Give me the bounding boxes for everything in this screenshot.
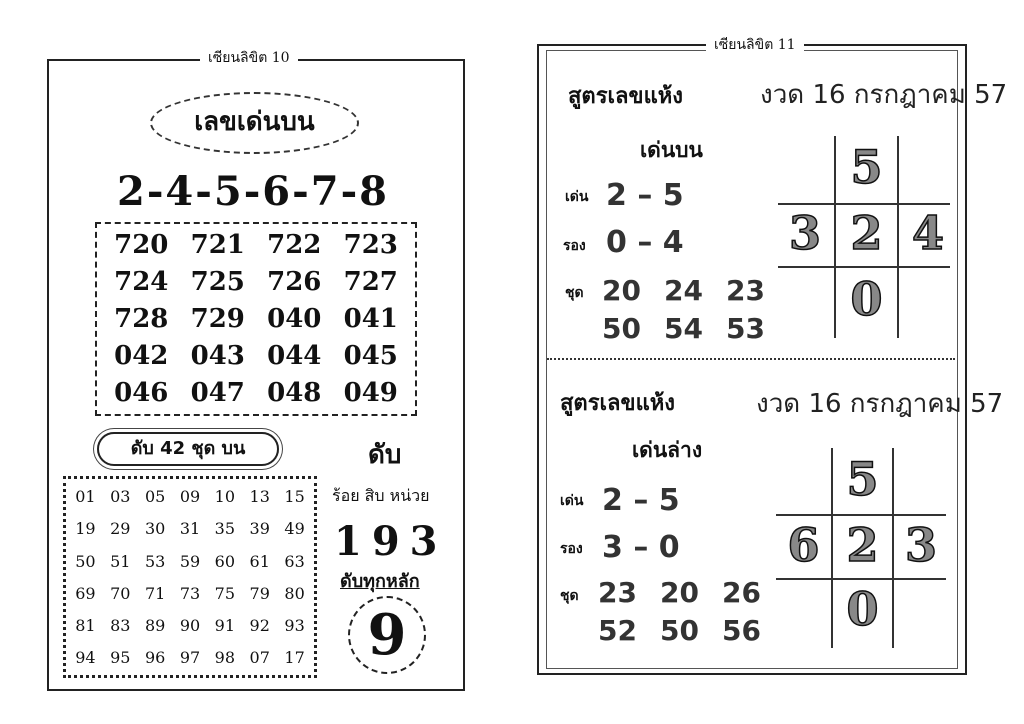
sets-label: ชุด [560,588,579,604]
small-grid-number: 71 [144,583,166,603]
cross-grid-line [776,514,946,516]
small-grid-number: 09 [179,487,201,506]
grid-number: 727 [343,267,398,297]
small-grid-number: 69 [75,583,96,603]
second-value: 0 – 4 [606,225,684,260]
cross-left-digit: 3 [788,206,821,260]
formula-title: สูตรเลขแห้ง [560,391,675,416]
grid-number: 040 [267,304,322,334]
cross-top-digit: 5 [846,452,879,506]
small-grid-number: 70 [110,583,131,603]
set-number: 23 [726,274,765,307]
sets-label: ชุด [565,285,584,301]
small-grid-number: 89 [144,616,166,636]
small-grid-number: 53 [144,551,166,571]
lead-label: เด่น [565,189,589,205]
formula-title: สูตรเลขแห้ง [568,84,683,109]
cross-top-digit: 5 [850,140,883,194]
small-grid-number: 73 [179,583,201,603]
set-number: 20 [602,274,641,307]
grid-number: 724 [114,267,169,297]
small-grid-number: 59 [179,551,201,571]
lead-value: 2 – 5 [606,178,684,213]
cross-left-digit: 6 [787,518,820,572]
small-grid-number: 13 [249,487,270,506]
second-label: รอง [563,238,586,254]
small-grid-number: 60 [214,551,236,571]
set-number: 20 [660,576,699,609]
dead-all-digit: 9 [367,602,407,668]
small-grid-number: 51 [110,551,131,571]
small-grid-number: 79 [249,583,270,603]
set-number: 23 [598,576,637,609]
dead-columns-label: ร้อย สิบ หน่วย [332,486,430,505]
grid-number: 723 [343,230,398,260]
dead-all-label: ดับทุกหลัก [340,571,420,592]
draw-date: งวด 16 กรกฎาคม 57 [760,80,1008,110]
digit-sequence: 2-4-5-6-7-8 [117,168,389,215]
cross-right-digit: 4 [911,206,944,260]
small-grid-number: 49 [284,519,305,539]
small-grid-number: 50 [75,551,96,571]
set-number: 56 [722,614,761,647]
second-label: รอง [560,541,583,557]
small-grid-number: 96 [144,648,166,668]
small-grid-number: 35 [214,519,236,539]
cross-right-digit: 3 [904,518,937,572]
lead-label: เด่น [560,493,584,509]
set-number: 24 [664,274,703,307]
grid-number: 044 [267,341,322,371]
set-number: 50 [660,614,699,647]
grid-number: 720 [114,230,169,260]
small-grid-number: 07 [249,648,270,668]
small-grid-number: 92 [249,616,270,636]
small-number-grid [66,479,314,675]
section-separator [547,358,955,360]
cross-bottom-digit: 0 [850,272,883,326]
small-grid-number: 31 [179,519,201,539]
small-grid-number: 01 [75,487,96,506]
small-grid-number: 10 [214,487,236,506]
grid-number: 721 [190,230,245,260]
small-grid-number: 83 [110,616,131,636]
small-grid-number: 91 [214,616,236,636]
small-grid-number: 81 [75,616,96,636]
left-page-title: เซียนลิขิต 10 [200,47,298,69]
sets-row-1 [598,576,784,609]
section-subtitle: เด่นบน [640,138,703,162]
small-number-box [63,476,317,678]
main-title-oval [150,92,359,154]
small-grid-number: 29 [110,519,131,539]
small-grid-number: 93 [284,616,305,636]
small-grid-number: 39 [249,519,270,539]
cross-grid-line [778,203,950,205]
small-grid-number: 97 [179,648,201,668]
small-grid-number: 94 [75,648,96,668]
set-number: 26 [722,576,761,609]
small-grid-number: 90 [179,616,201,636]
small-grid-number: 75 [214,583,236,603]
section-subtitle: เด่นล่าง [632,438,703,462]
grid-number: 049 [343,378,398,408]
dead-sets-label: ดับ 42 ชุด บน [130,438,246,459]
grid-number: 726 [267,267,322,297]
dead-all-circle [348,596,426,674]
small-grid-number: 03 [110,487,131,506]
small-grid-number: 61 [249,551,270,571]
small-grid-number: 95 [110,648,131,668]
cross-bottom-digit: 0 [846,582,879,636]
set-number: 54 [664,312,703,345]
small-grid-number: 19 [75,519,96,539]
dead-number: 193 [334,518,448,565]
lead-value: 2 – 5 [602,483,680,518]
number-grid-box [95,222,417,416]
set-number: 50 [602,312,641,345]
grid-number: 725 [190,267,245,297]
grid-number: 728 [114,304,169,334]
cross-center-digit: 2 [846,518,879,572]
cross-grid-line [778,266,950,268]
grid-number: 047 [190,378,245,408]
sets-row-2 [598,614,784,647]
draw-date: งวด 16 กรกฎาคม 57 [756,389,1004,419]
grid-number: 042 [114,341,169,371]
small-grid-number: 17 [284,648,305,668]
right-page-title: เซียนลิขิต 11 [706,34,804,56]
number-grid [97,224,415,412]
sets-row-1 [602,274,788,307]
grid-number: 041 [343,304,398,334]
small-grid-number: 98 [214,648,236,668]
main-title: เลขเด่นบน [194,107,315,137]
grid-number: 729 [190,304,245,334]
grid-number: 045 [343,341,398,371]
grid-number: 043 [190,341,245,371]
grid-number: 722 [267,230,322,260]
sets-row-2 [602,312,788,345]
small-grid-number: 05 [144,487,166,506]
cross-grid-line [776,578,946,580]
second-value: 3 – 0 [602,530,680,565]
small-grid-number: 80 [284,583,305,603]
small-grid-number: 63 [284,551,305,571]
small-grid-number: 30 [144,519,166,539]
dead-heading: ดับ [368,440,402,470]
set-number: 53 [726,312,765,345]
grid-number: 048 [267,378,322,408]
small-grid-number: 15 [284,487,305,506]
set-number: 52 [598,614,637,647]
grid-number: 046 [114,378,169,408]
cross-center-digit: 2 [850,206,883,260]
dead-sets-pill [97,432,279,466]
